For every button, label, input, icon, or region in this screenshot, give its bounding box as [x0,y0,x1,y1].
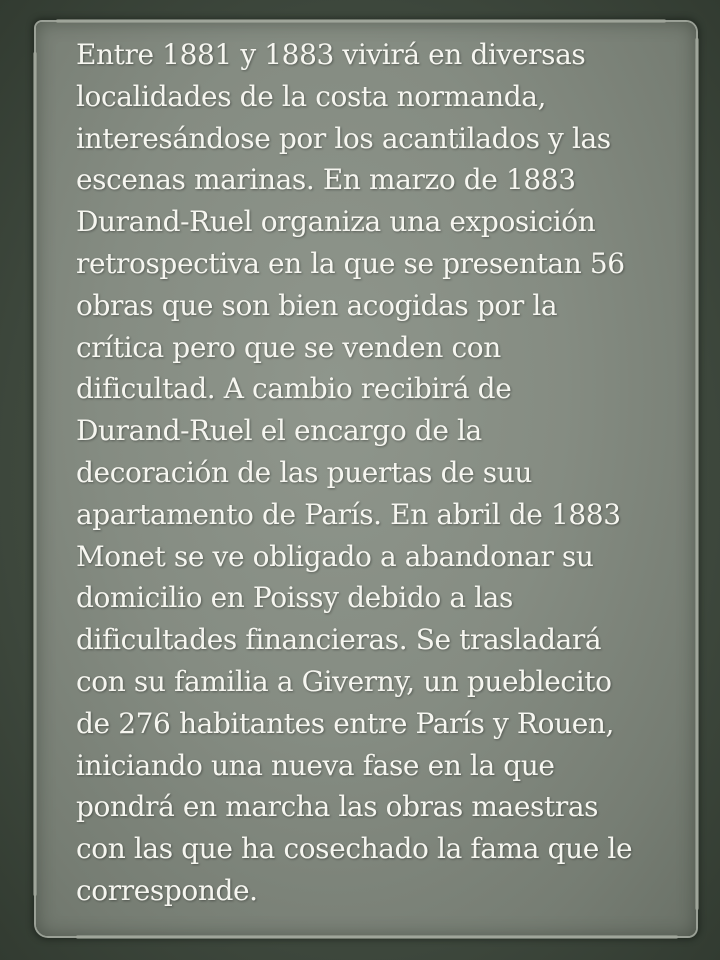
text-line: Durand-Ruel el encargo de la [76,414,482,448]
text-line: corresponde. [76,873,258,907]
text-line: con las que ha cosechado la fama que le [76,832,633,866]
text-line: localidades de la costa normanda, [76,79,547,113]
paper-edge-left [33,52,37,896]
text-line: dificultad. A cambio recibirá de [76,372,512,406]
text-line: pondrá en marcha las obras maestras [76,790,599,824]
text-line: Durand-Ruel organiza una exposición [76,205,596,239]
text-line: Monet se ve obligado a abandonar su [76,539,594,573]
paper-edge-bottom [76,935,678,939]
text-line: escenas marinas. En marzo de 1883 [76,163,576,197]
text-line: crítica pero que se venden con [76,330,501,364]
text-line: interesándose por los acantilados y las [76,121,611,155]
text-line: dificultades financieras. Se trasladará [76,623,602,657]
paper-edge-top [56,19,666,23]
body-text [76,34,686,912]
text-line: obras que son bien acogidas por la [76,288,558,322]
text-line: con su familia a Giverny, un pueblecito [76,664,612,698]
text-line: de 276 habitantes entre París y Rouen, [76,706,615,740]
text-line: decoración de las puertas de suu [76,455,533,489]
text-line: retrospectiva en la que se presentan 56 [76,246,625,280]
text-line: apartamento de París. En abril de 1883 [76,497,621,531]
paper-edge-right [695,38,699,910]
text-line: Entre 1881 y 1883 vivirá en diversas [76,38,586,71]
text-line: iniciando una nueva fase en la que [76,748,555,782]
text-line: domicilio en Poissy debido a las [76,581,513,615]
